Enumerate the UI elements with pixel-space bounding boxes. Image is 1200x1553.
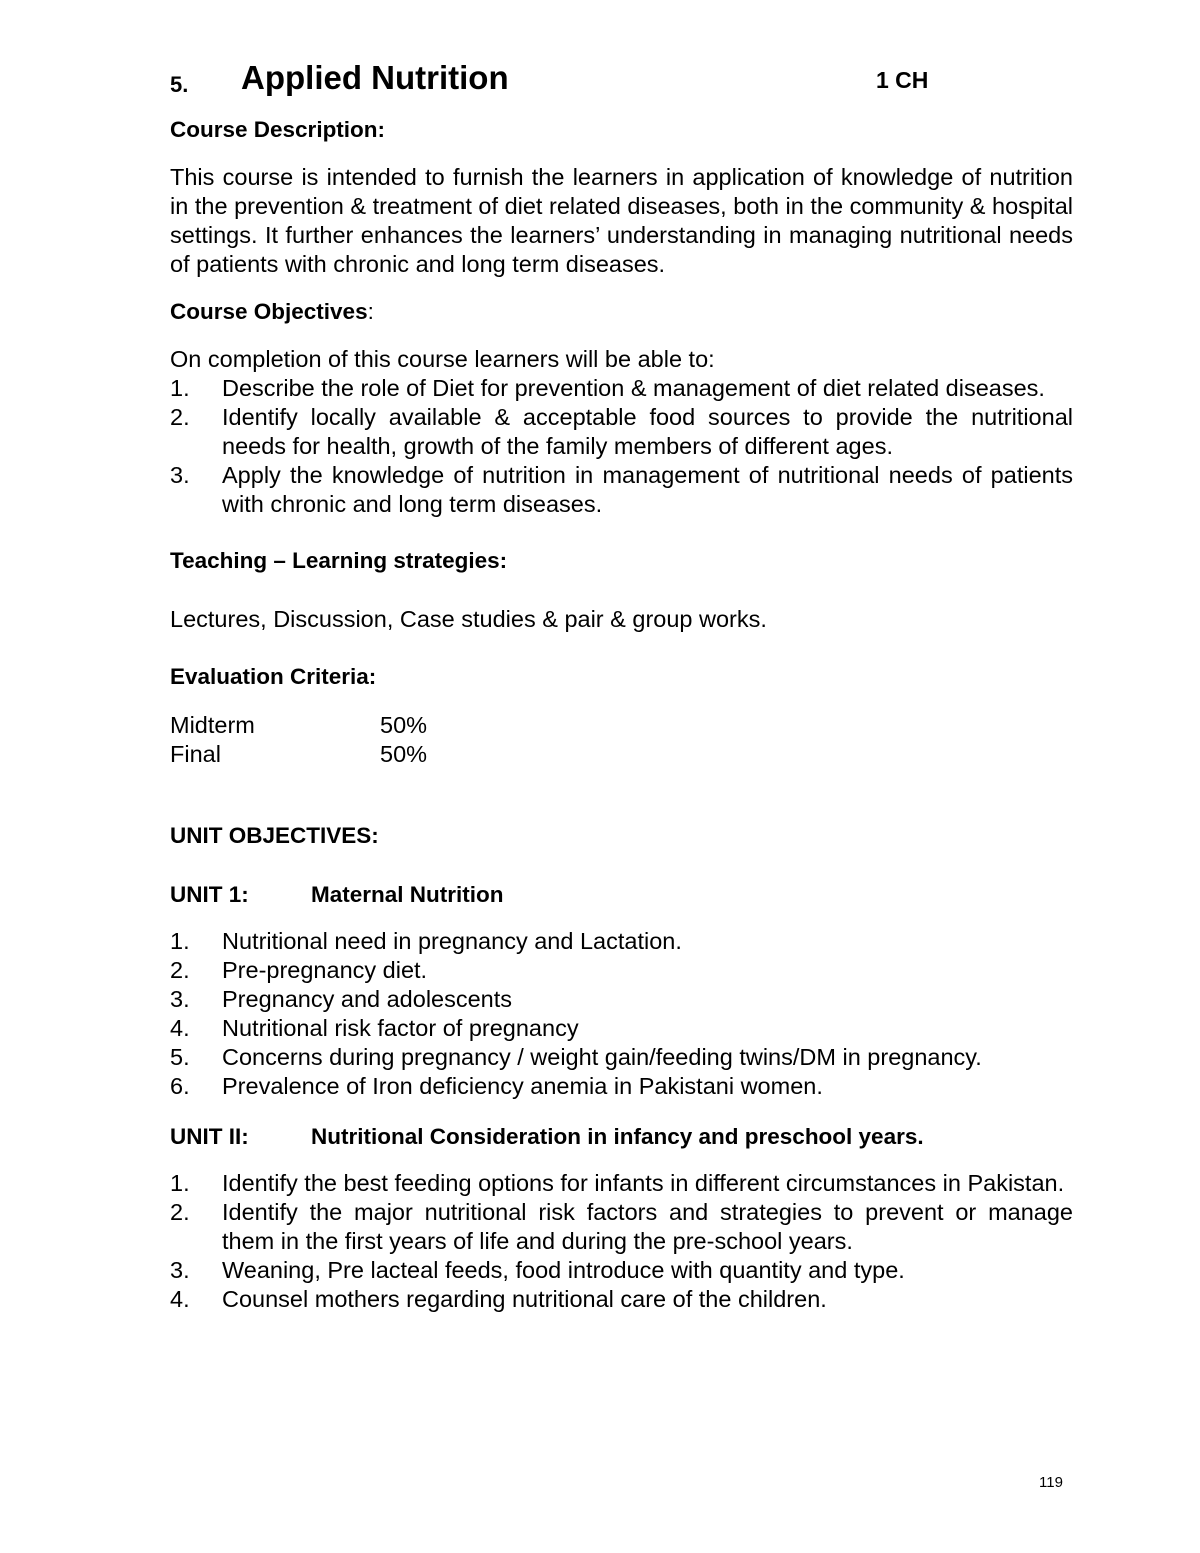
list-item [170,956,1073,985]
course-description-heading: Course Description: [170,117,386,142]
list-item [170,1072,1073,1101]
unit-label: UNIT 1: [170,882,249,907]
list-item [170,1285,1073,1314]
list-item [170,374,1073,403]
unit-1-list [170,927,1073,1101]
list-item [170,1014,1073,1043]
evaluation-value: 50% [380,741,428,767]
list-item-number: 3. [170,1257,190,1283]
list-item-number: 1. [170,375,190,401]
list-item [170,403,1073,461]
evaluation-label: Final [170,741,221,767]
list-item-text: Nutritional need in pregnancy and Lactation. [222,928,682,954]
list-item [170,985,1073,1014]
list-item-number: 3. [170,462,190,488]
unit-1-heading [170,880,1073,909]
list-item-number: 4. [170,1286,190,1312]
list-item-number: 5. [170,1044,190,1070]
course-objectives-heading [170,297,1073,326]
list-item-text: Describe the role of Diet for prevention & management of diet related diseases. [222,375,1045,401]
list-item-text: Nutritional risk factor of pregnancy [222,1015,579,1041]
list-item [170,1169,1073,1198]
unit-label: UNIT II: [170,1124,249,1149]
list-item-number: 2. [170,404,190,430]
list-item [170,1198,1073,1256]
unit-title: Nutritional Consideration in infancy and preschool years. [311,1124,924,1149]
page-number: 119 [1039,1474,1063,1491]
unit-objectives-heading: UNIT OBJECTIVES: [170,823,379,848]
list-item-text: Concerns during pregnancy / weight gain/feeding twins/DM in pregnancy. [222,1044,982,1070]
list-item-text: Weaning, Pre lacteal feeds, food introduce with quantity and type. [222,1257,905,1283]
list-item-text: Identify locally available & acceptable food sources to provide the nutritional needs for health, growth of the family members of different ages. [222,404,1073,459]
list-item-number: 2. [170,957,190,983]
evaluation-label: Midterm [170,712,255,738]
list-item-number: 1. [170,1170,190,1196]
course-objectives-intro: On completion of this course learners will be able to: [170,346,715,372]
list-item-number: 6. [170,1073,190,1099]
credit-hours: 1 CH [876,67,929,93]
section-title: Applied Nutrition [241,59,509,96]
evaluation-row [170,740,1073,769]
list-item-text: Prevalence of Iron deficiency anemia in Pakistani women. [222,1073,823,1099]
list-item [170,461,1073,519]
list-item-text: Pre-pregnancy diet. [222,957,428,983]
list-item-text: Pregnancy and adolescents [222,986,513,1012]
course-description-text: This course is intended to furnish the learners in application of knowledge of nutrition in the prevention & treatment of diet related diseases, both in the community & hospital settings. It further enhances the learners’ understanding in managing nutritional needs of patients with chronic and long term diseases. [170,164,1073,277]
section-number: 5. [170,72,189,97]
list-item-text: Identify the best feeding options for infants in different circumstances in Pakistan. [222,1170,1065,1196]
course-objectives-heading-colon: : [367,299,374,324]
unit-2-list [170,1169,1073,1314]
list-item-text: Apply the knowledge of nutrition in management of nutritional needs of patients with chronic and long term diseases. [222,462,1073,517]
section-title-row [170,58,1073,98]
course-objectives-list [170,374,1073,519]
evaluation-criteria-heading: Evaluation Criteria: [170,664,377,689]
teaching-strategies-text: Lectures, Discussion, Case studies & pair & group works. [170,606,767,632]
list-item [170,1256,1073,1285]
list-item [170,1043,1073,1072]
evaluation-value: 50% [380,712,428,738]
list-item-number: 3. [170,986,190,1012]
list-item-text: Counsel mothers regarding nutritional care of the children. [222,1286,827,1312]
unit-title: Maternal Nutrition [311,882,504,907]
teaching-strategies-heading: Teaching – Learning strategies: [170,548,508,573]
unit-2-heading [170,1122,1073,1151]
course-objectives-heading-text: Course Objectives [170,299,368,324]
list-item [170,927,1073,956]
list-item-text: Identify the major nutritional risk factors and strategies to prevent or manage them in the first years of life and during the pre-school years. [222,1199,1073,1254]
list-item-number: 2. [170,1199,190,1225]
list-item-number: 1. [170,928,190,954]
list-item-number: 4. [170,1015,190,1041]
evaluation-row [170,711,1073,740]
document-page [170,58,1073,1314]
